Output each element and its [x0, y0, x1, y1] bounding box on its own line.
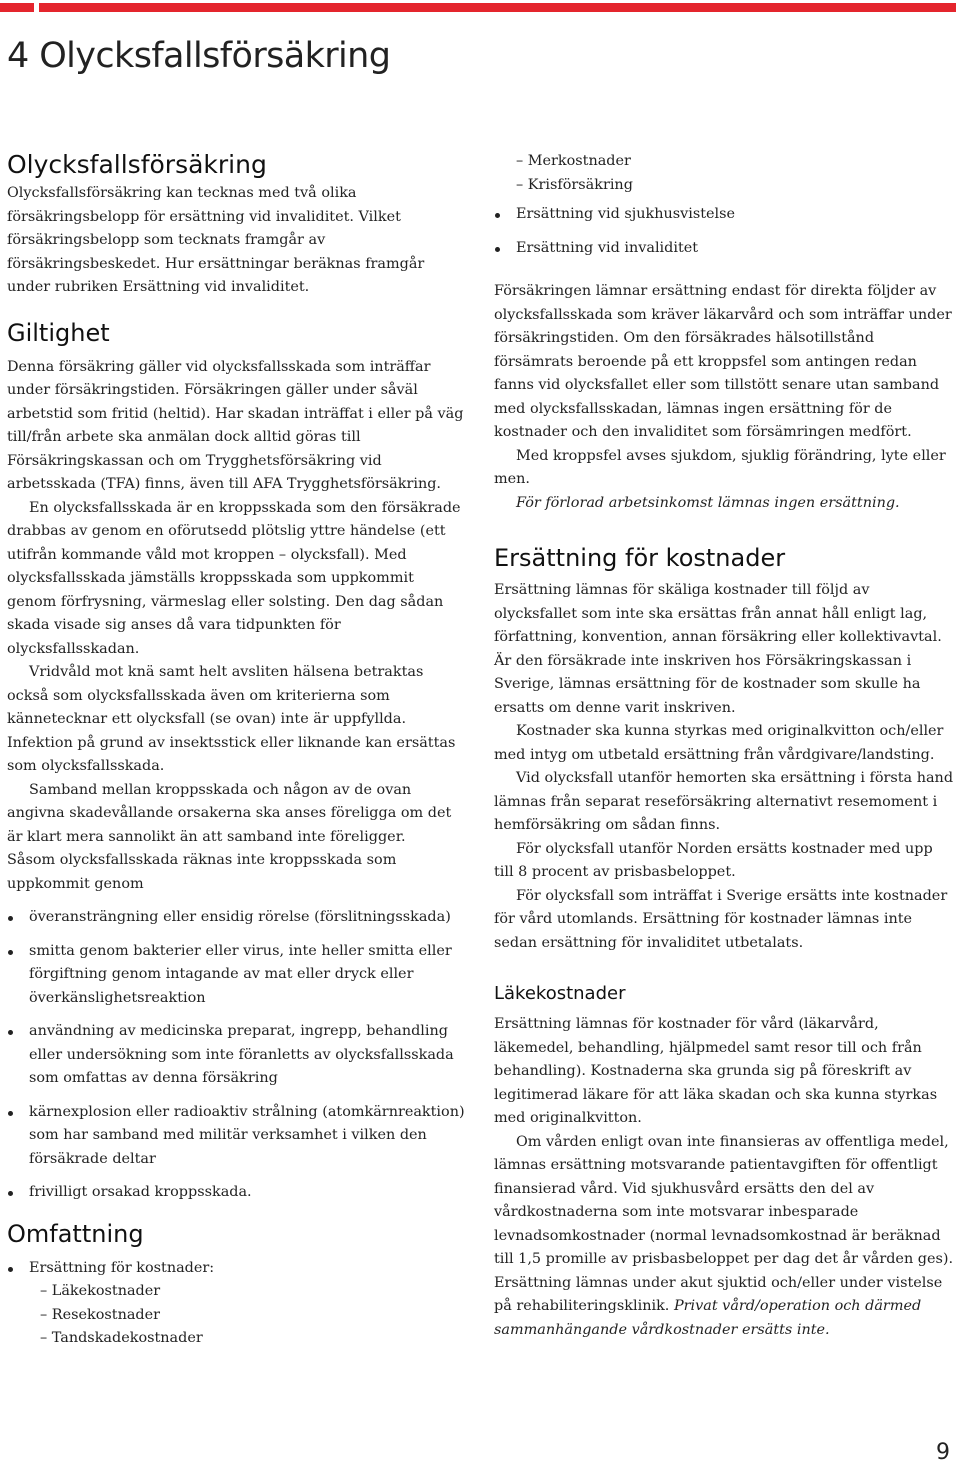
- bullet-icon: [8, 1030, 13, 1035]
- giltighet-paragraph-3: Vridvåld mot knä samt helt avsliten hälsena betraktas också som olycksfallsskada även om kriterierna som kännetecknar ett olycksfall (se ovan) inte är uppfyllda. Infektion på grund av insektsstick eller liknande kan ersättas som olycksfallsskada.: [7, 664, 456, 774]
- giltighet-paragraph-4: Samband mellan kroppsskada och någon av de ovan angivna skadevållande orsakerna ska anses föreligga om det är klart mera sannolikt än att samband inte föreligger.: [7, 781, 452, 845]
- giltighet-paragraph-5: Såsom olycksfallsskada räknas inte kroppsskada som uppkommit genom: [7, 852, 397, 892]
- kostnader-paragraph-3: Vid olycksfall utanför hemorten ska ersättning i första hand lämnas från separat reseförsäkring alternativt resemoment i hemförsäkring om sådan finns.: [494, 770, 954, 833]
- top-accent-bar-right: [39, 3, 956, 12]
- list-item: – Krisförsäkring: [516, 176, 633, 193]
- list-item: – Resekostnader: [40, 1306, 161, 1323]
- list-item: Ersättning vid sjukhusvistelse: [494, 203, 956, 227]
- list-item: – Tandskadekostnader: [40, 1330, 203, 1346]
- bullet-icon: [8, 950, 13, 955]
- kostnader-paragraph-4: För olycksfall utanför Norden ersätts kostnader med upp till 8 procent av prisbasbeloppet.: [494, 840, 933, 880]
- kostnader-paragraph-1: Ersättning lämnas för skäliga kostnader till följd av olycksfallet som inte ska ersättas från annat håll enligt lag, författning, konvention, annan försäkring eller kollektivavtal. Är den försäkrade inte inskriven hos Försäkringskassan i Sverige, lämnas ersättning för de kostnader som skulle ha ersatts om denne varit inskriven.: [494, 582, 942, 716]
- heading-giltighet: Giltighet: [7, 318, 110, 347]
- list-item: smitta genom bakterier eller virus, inte heller smitta eller förgiftning genom intagande av mat eller dryck eller överkänslighetsreaktion: [7, 940, 467, 1011]
- heading-olycksfallsforsakring: Olycksfallsförsäkring: [7, 150, 267, 179]
- omfattning-sublist-continued: [494, 150, 956, 197]
- list-item: Ersättning vid invaliditet: [494, 237, 956, 261]
- kostnader-paragraph-2: Kostnader ska kunna styrkas med originalkvitton och/eller med intyg om utbetald ersättning från vårdgivare/landsting.: [494, 723, 944, 763]
- lakekostnader-paragraph-2: Om vården enligt ovan inte finansieras av offentliga medel, lämnas ersättning motsvarande patientavgiften för offentligt finansierad vård. Vid sjukhusvård ersätts den del av vårdkostnaderna som inte motsvarar inbesparade levnadsomkostnader (normal levnadsomkostnad är beräknad till 1,5 promille av prisbasbeloppet per dag det år vården ges). Ersättning lämnas under akut sjuktid och/eller under vistelse på rehabiliteringsklinik. Privat vård/operation och därmed sammanhängande vårdkostnader ersätts inte.: [494, 1133, 954, 1338]
- list-item: frivilligt orsakad kroppsskada.: [7, 1181, 467, 1205]
- bullet-icon: [8, 916, 13, 921]
- right-column: [494, 150, 956, 1342]
- top-accent-bar-left: [0, 3, 34, 12]
- list-item: överansträngning eller ensidig rörelse (förslitningsskada): [7, 906, 467, 930]
- list-item: användning av medicinska preparat, ingrepp, behandling eller undersökning som inte föranletts av olycksfallsskada som omfattas av denna försäkring: [7, 1020, 467, 1091]
- exclusions-list: [7, 906, 467, 1205]
- heading-lakekostnader: Läkekostnader: [494, 983, 626, 1004]
- heading-ersattning-for-kostnader: Ersättning för kostnader: [494, 544, 786, 572]
- kostnader-paragraph-5: För olycksfall som inträffat i Sverige ersätts inte kostnader för vård utomlands. Ersättning för kostnader lämnas inte sedan ersättning för invaliditet utbetalats.: [494, 887, 948, 951]
- giltighet-paragraph-1: Denna försäkring gäller vid olycksfallsskada som inträffar under försäkringstiden. Försäkringen gäller under såväl arbetstid som fritid (heltid). Har skadan inträffat i eller på väg till/från arbete ska anmälan dock alltid göras till Försäkringskassan och om Trygghetsförsäkring vid arbetsskada (TFA) finns, även till AFA Trygghetsförsäkring.: [7, 358, 464, 492]
- bullet-icon: [495, 213, 500, 218]
- direct-consequences-paragraph: Försäkringen lämnar ersättning endast för direkta följder av olycksfallsskada som kräver läkarvård och som inträffar under försäkringstiden. Om den försäkrades hälsotillstånd försämrats beroende på ett kroppsfel som antingen redan fanns vid olycksfallet eller som tillstött senare utan samband med olycksfallsskadan, lämnas ingen ersättning för de kostnader och den invaliditet som försämringen medfört.: [494, 283, 952, 440]
- giltighet-paragraph-2: En olycksfallsskada är en kroppsskada som den försäkrade drabbas av genom en oförutsedd plötslig yttre händelse (ett utifrån kommande våld mot kroppen – olycksfall). Med olycksfallsskada jämställs kroppsskada som uppkommit genom förfrysning, värmeslag eller solsting. Den dag sådan skada visade sig anses då vara tidpunkten för olycksfallsskadan.: [7, 499, 461, 657]
- omfattning-list-continued: [494, 203, 956, 260]
- heading-omfattning: Omfattning: [7, 1219, 144, 1248]
- list-item: kärnexplosion eller radioaktiv strålning (atomkärnreaktion) som har samband med militär verksamhet i vilken den försäkrade deltar: [7, 1101, 467, 1172]
- list-item: Ersättning för kostnader:: [7, 1257, 467, 1281]
- bullet-icon: [8, 1191, 13, 1196]
- page-title: 4 Olycksfallsförsäkring: [7, 36, 391, 76]
- bullet-icon: [8, 1111, 13, 1116]
- kroppsfel-paragraph: Med kroppsfel avses sjukdom, sjuklig förändring, lyte eller men.: [494, 447, 946, 487]
- list-item: – Merkostnader: [516, 153, 631, 169]
- page-number: 9: [936, 1440, 950, 1465]
- bullet-icon: [8, 1267, 13, 1272]
- bullet-icon: [495, 247, 500, 252]
- list-item: – Läkekostnader: [40, 1283, 161, 1299]
- private-care-note: Privat vård/operation och därmed sammanhängande vårdkostnader ersätts inte.: [494, 1298, 922, 1338]
- intro-paragraph: Olycksfallsförsäkring kan tecknas med två olika försäkringsbelopp för ersättning vid invaliditet. Vilket försäkringsbelopp som tecknats framgår av försäkringsbeskedet. Hur ersättningar beräknas framgår under rubriken Ersättning vid invaliditet.: [7, 185, 425, 295]
- omfattning-list: [7, 1257, 467, 1281]
- left-column: [7, 148, 467, 1351]
- lost-income-note: För förlorad arbetsinkomst lämnas ingen ersättning.: [516, 494, 900, 511]
- omfattning-sublist: [7, 1280, 467, 1351]
- lakekostnader-paragraph-1: Ersättning lämnas för kostnader för vård (läkarvård, läkemedel, behandling, hjälpmedel samt resor till och från behandling). Kostnaderna ska grunda sig på föreskrift av legitimerad läkare för att läka skadan och ska kunna styrkas med originalkvitton.: [494, 1016, 938, 1126]
